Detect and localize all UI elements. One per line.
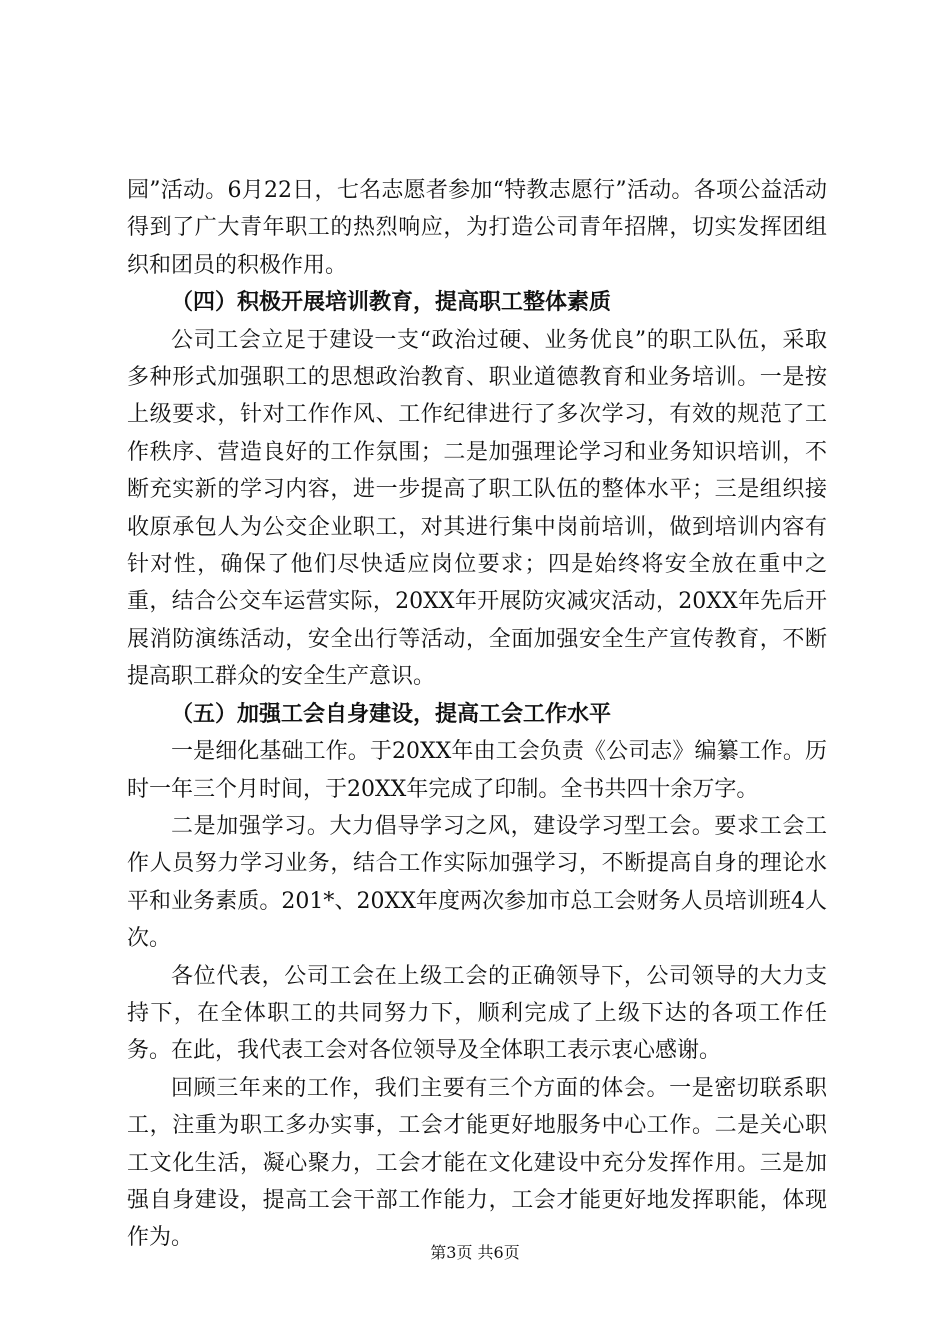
paragraph: 各位代表，公司工会在上级工会的正确领导下，公司领导的大力支持下，在全体职工的共同努力下，顺利完成了上级下达的各项工作任务。在此，我代表工会对各位领导及全体职工表示衷心感谢。 (127, 963, 827, 1064)
paragraph: 公司工会立足于建设一支“政治过硬、业务优良”的职工队伍，采取多种形式加强职工的思想政治教育、职业道德教育和业务培训。一是按上级要求，针对工作作风、工作纪律进行了多次学习，有效的规范了工作秩序、营造良好的工作氛围；二是加强理论学习和业务知识培训，不断充实新的学习内容，进一步提高了职工队伍的整体水平；三是组织接收原承包人为公交企业职工，对其进行集中岗前培训，做到培训内容有针对性，确保了他们尽快适应岗位要求；四是始终将安全放在重中之重，结合公交车运营实际，20XX年开展防灾减灾活动，20XX年先后开展消防演练活动，安全出行等活动，全面加强安全生产宣传教育，不断提高职工群众的安全生产意识。 (127, 327, 827, 690)
page-number-footer: 第3页 共6页 (430, 1243, 520, 1262)
paragraph: 回顾三年来的工作，我们主要有三个方面的体会。一是密切联系职工，注重为职工多办实事，工会才能更好地服务中心工作。二是关心职工文化生活，凝心聚力，工会才能在文化建设中充分发挥作用。三是加强自身建设，提高工会干部工作能力，工会才能更好地发挥职能，体现作为。 (127, 1075, 827, 1251)
paragraph: 二是加强学习。大力倡导学习之风，建设学习型工会。要求工会工作人员努力学习业务，结合工作实际加强学习，不断提高自身的理论水平和业务素质。201*、20XX年度两次参加市总工会财务人员培训班4人次。 (127, 813, 827, 952)
section-heading: （四）积极开展培训教育，提高职工整体素质 (171, 290, 612, 316)
paragraph: 一是细化基础工作。于20XX年由工会负责《公司志》编纂工作。历时一年三个月时间，于20XX年完成了印制。全书共四十余万字。 (127, 739, 827, 802)
section-heading: （五）加强工会自身建设，提高工会工作水平 (171, 701, 612, 727)
paragraph: 园”活动。6月22日，七名志愿者参加“特教志愿行”活动。各项公益活动得到了广大青年职工的热烈响应，为打造公司青年招牌，切实发挥团组织和团员的积极作用。 (127, 178, 827, 278)
document-body (127, 172, 827, 1257)
